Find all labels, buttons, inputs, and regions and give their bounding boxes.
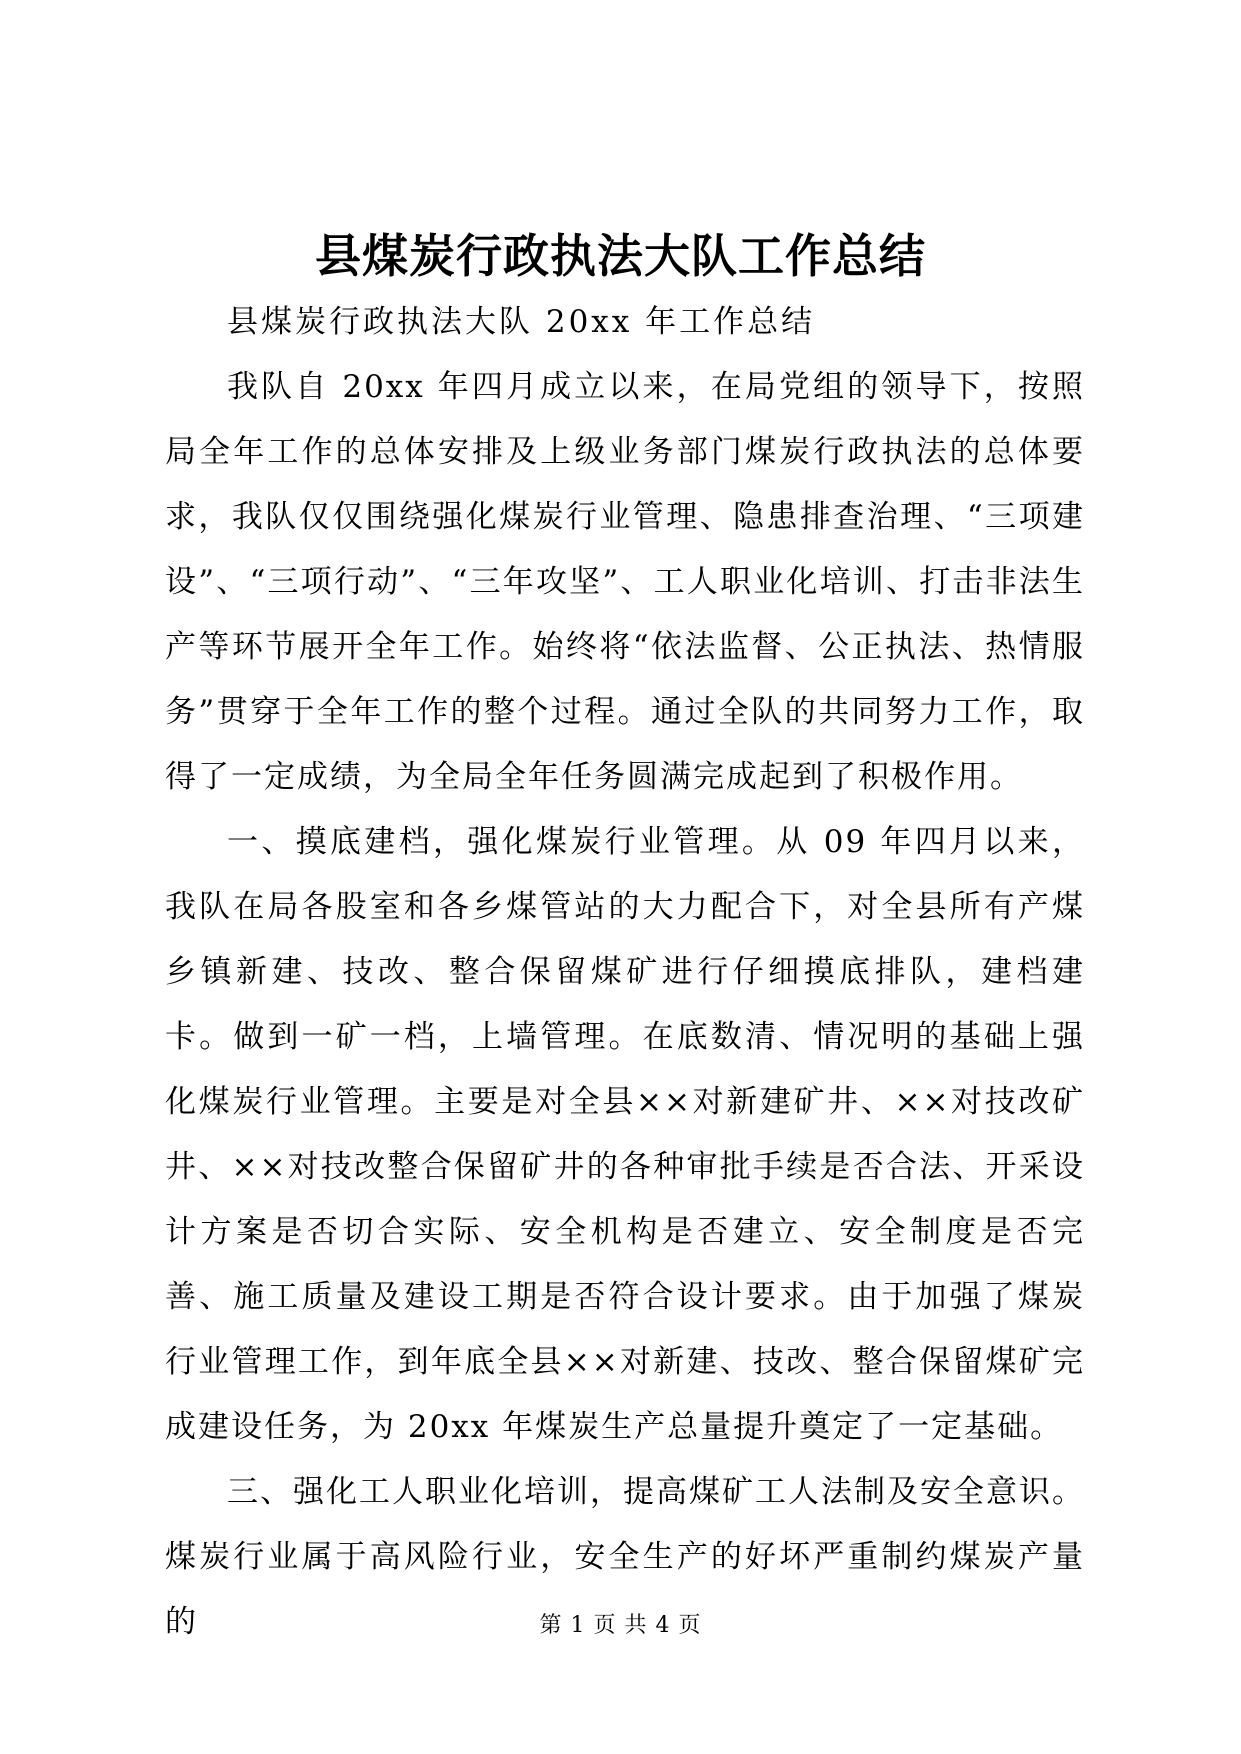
document-title: 县煤炭行政执法大队工作总结 — [315, 229, 926, 283]
page-footer: 第 1 页 共 4 页 — [539, 1613, 702, 1638]
document-body — [165, 290, 1085, 1655]
paragraph-section-3: 三、强化工人职业化培训，提高煤矿工人法制及安全意识。煤炭行业属于高风险行业，安全生产的好坏严重制约煤炭产量的 — [165, 1474, 1085, 1640]
paragraph-intro: 我队自 20xx 年四月成立以来，在局党组的领导下，按照局全年工作的总体安排及上级业务部门煤炭行政执法的总体要求，我队仅仅围绕强化煤炭行业管理、隐患排查治理、“三项建设”、“三项行动”、“三年攻坚”、工人职业化培训、打击非法生产等环节展开全年工作。始终将“依法监督、公正执法、热情服务”贯穿于全年工作的整个过程。通过全队的共同努力工作，取得了一定成绩，为全局全年任务圆满完成起到了积极作用。 — [165, 369, 1085, 795]
document-subtitle: 县煤炭行政执法大队 20xx 年工作总结 — [227, 304, 816, 340]
paragraph-section-1: 一、摸底建档，强化煤炭行业管理。从 09 年四月以来，我队在局各股室和各乡煤管站的大力配合下，对全县所有产煤乡镇新建、技改、整合保留煤矿进行仔细摸底排队，建档建卡。做到一矿一档，上墙管理。在底数清、情况明的基础上强化煤炭行业管理。主要是对全县××对新建矿井、××对技改矿井、××对技改整合保留矿井的各种审批手续是否合法、开采设计方案是否切合实际、安全机构是否建立、安全制度是否完善、施工质量及建设工期是否符合设计要求。由于加强了煤炭行业管理工作，到年底全县××对新建、技改、整合保留煤矿完成建设任务，为 20xx 年煤炭生产总量提升奠定了一定基础。 — [165, 824, 1085, 1445]
